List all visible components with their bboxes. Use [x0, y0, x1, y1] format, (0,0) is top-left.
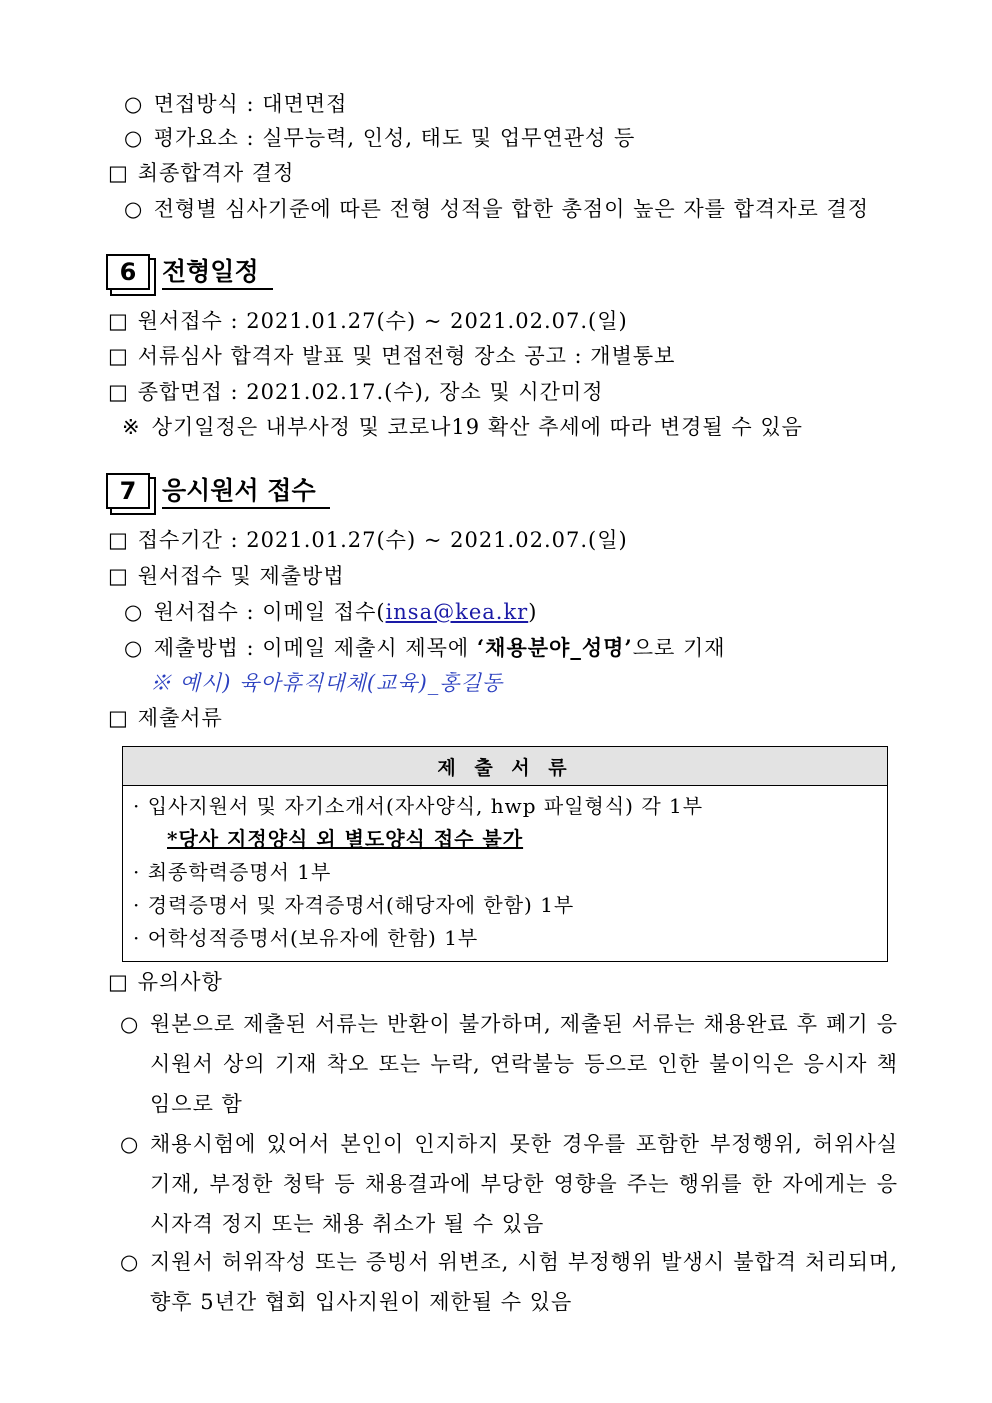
- schedule-item: [108, 378, 604, 406]
- interview-method-text: 면접방식 : 대면면접: [153, 92, 348, 116]
- cautions-title: 유의사항: [137, 970, 223, 994]
- circle-bullet-icon: ○: [120, 1132, 140, 1156]
- schedule-text: 서류심사 합격자 발표 및 면접전형 장소 공고 : 개별통보: [137, 344, 676, 368]
- email-link[interactable]: insa@kea.kr: [385, 600, 529, 624]
- submission-method-title: 원서접수 및 제출방법: [137, 564, 345, 588]
- schedule-text: 종합면접 : 2021.02.17.(수), 장소 및 시간미정: [137, 380, 604, 404]
- submission-method-heading: [108, 562, 345, 590]
- square-bullet-icon: □: [108, 564, 129, 588]
- section-number-box: 7: [106, 473, 150, 509]
- documents-table-header: 제 출 서 류: [123, 747, 888, 786]
- submit-method-item: [124, 634, 726, 662]
- schedule-note: [122, 413, 803, 441]
- email-receipt-prefix: 원서접수 : 이메일 접수(: [153, 600, 386, 624]
- final-decision-title: 최종합격자 결정: [137, 161, 295, 185]
- square-bullet-icon: □: [108, 380, 129, 404]
- cautions-heading: [108, 968, 223, 996]
- schedule-item: [108, 342, 675, 370]
- section-number-box: 6: [106, 254, 150, 290]
- reference-mark-icon: ※: [122, 415, 141, 439]
- schedule-text: 원서접수 : 2021.01.27(수) ~ 2021.02.07.(일): [137, 309, 628, 333]
- document-note-text: *당사 지정양식 외 별도양식 접수 불가: [167, 827, 524, 851]
- subject-format: ‘채용분야_성명’: [476, 635, 633, 660]
- circle-bullet-icon: ○: [120, 1012, 140, 1036]
- section-title: 응시원서 접수: [162, 475, 330, 509]
- section-title: 전형일정: [162, 256, 273, 290]
- square-bullet-icon: □: [108, 706, 129, 730]
- circle-bullet-icon: ○: [120, 1250, 140, 1274]
- subject-example: ※ 예시) 육아휴직대체(교육)_홍길동: [150, 671, 504, 695]
- evaluation-item: [124, 124, 635, 152]
- circle-bullet-icon: ○: [124, 600, 144, 624]
- caution-item: 원본으로 제출된 서류는 반환이 불가하며, 제출된 서류는 채용완료 후 폐기 응시원서 상의 기재 착오 또는 누락, 연락불능 등으로 인한 불이익은 응시자 책임으로 함: [150, 1012, 898, 1116]
- documents-table-cell: [123, 786, 888, 962]
- square-bullet-icon: □: [108, 528, 129, 552]
- schedule-item: [108, 307, 628, 335]
- evaluation-text: 평가요소 : 실무능력, 인성, 태도 및 업무연관성 등: [153, 126, 636, 150]
- interview-method-item: [124, 90, 347, 118]
- email-receipt-suffix: ): [528, 600, 538, 624]
- application-period-text: 접수기간 : 2021.01.27(수) ~ 2021.02.07.(일): [137, 528, 628, 552]
- final-decision-item: [124, 195, 869, 223]
- schedule-note-text: 상기일정은 내부사정 및 코로나19 확산 추세에 따라 변경될 수 있음: [151, 415, 803, 439]
- document-note: [133, 823, 877, 856]
- document-item: · 어학성적증명서(보유자에 한함) 1부: [133, 926, 479, 950]
- circle-bullet-icon: ○: [124, 197, 144, 221]
- caution-item: 채용시험에 있어서 본인이 인지하지 못한 경우를 포함한 부정행위, 허위사실 기재, 부정한 청탁 등 채용결과에 부당한 영향을 주는 행위를 한 자에게는 응시자격 정지 또는 채용 취소가 될 수 있음: [150, 1132, 898, 1236]
- final-decision-heading: [108, 159, 294, 187]
- circle-bullet-icon: ○: [124, 92, 144, 116]
- email-receipt-item: [124, 598, 537, 626]
- documents-heading: [108, 704, 223, 732]
- circle-bullet-icon: ○: [124, 636, 144, 660]
- document-item: · 최종학력증명서 1부: [133, 860, 332, 884]
- submit-method-prefix: 제출방법 : 이메일 제출시 제목에: [153, 636, 477, 660]
- square-bullet-icon: □: [108, 161, 129, 185]
- application-period: [108, 526, 628, 554]
- document-item: · 입사지원서 및 자기소개서(자사양식, hwp 파일형식) 각 1부: [133, 794, 704, 818]
- final-decision-text: 전형별 심사기준에 따른 전형 성적을 합한 총점이 높은 자를 합격자로 결정: [153, 197, 870, 221]
- document-item: · 경력증명서 및 자격증명서(해당자에 한함) 1부: [133, 893, 575, 917]
- documents-table: [122, 746, 888, 962]
- submit-method-suffix: 으로 기재: [632, 636, 726, 660]
- documents-title: 제출서류: [137, 706, 223, 730]
- square-bullet-icon: □: [108, 970, 129, 994]
- square-bullet-icon: □: [108, 344, 129, 368]
- square-bullet-icon: □: [108, 309, 129, 333]
- circle-bullet-icon: ○: [124, 126, 144, 150]
- caution-item: 지원서 허위작성 또는 증빙서 위변조, 시험 부정행위 발생시 불합격 처리되며, 향후 5년간 협회 입사지원이 제한될 수 있음: [150, 1250, 898, 1314]
